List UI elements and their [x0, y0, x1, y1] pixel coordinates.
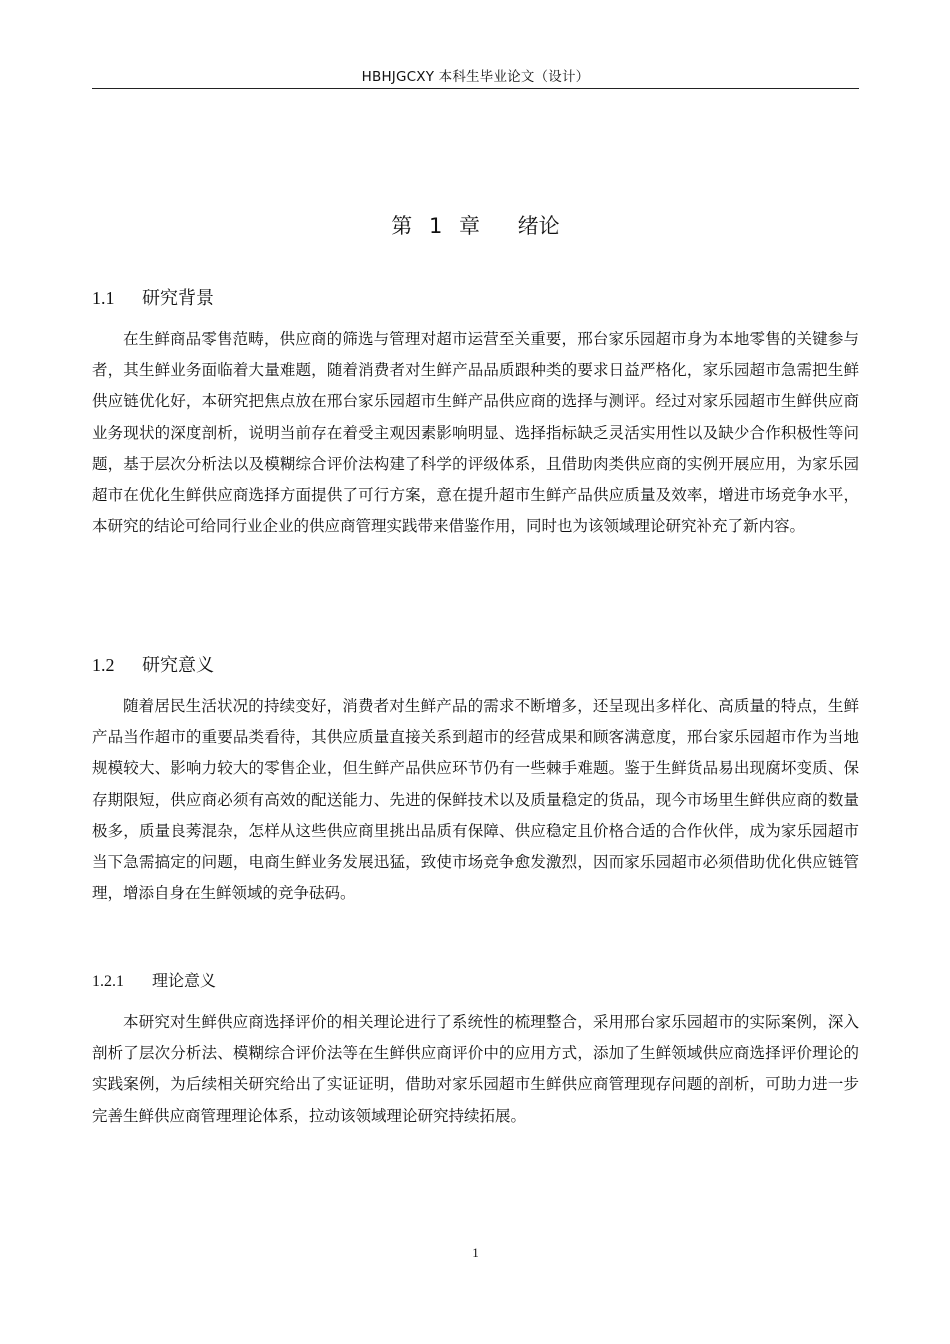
paragraph-theoretical: 本研究对生鲜供应商选择评价的相关理论进行了系统性的梳理整合，采用邢台家乐园超市的实际案例，深入剖析了层次分析法、模糊综合评价法等在生鲜供应商评价中的应用方式，添加了生鲜领域供应商选择评价理论的实践案例，为后续相关研究给出了实证证明，借助对家乐园超市生鲜供应商管理现存问题的剖析，可助力进一步完善生鲜供应商管理理论体系，拉动该领域理论研究持续拓展。: [92, 1013, 859, 1125]
section-number: 1.1: [92, 288, 115, 308]
subsection-title: 理论意义: [152, 971, 217, 990]
section-number: 1.2: [92, 655, 115, 675]
section-heading-significance: [92, 651, 214, 680]
page-number: 1: [472, 1245, 479, 1260]
chapter-title: 第 1 章 绪论: [391, 214, 560, 238]
paragraph-background: 在生鲜商品零售范畴，供应商的筛选与管理对超市运营至关重要，邢台家乐园超市身为本地零售的关键参与者，其生鲜业务面临着大量难题，随着消费者对生鲜产品品质跟种类的要求日益严格化，家乐园超市急需把生鲜供应链优化好，本研究把焦点放在邢台家乐园超市生鲜产品供应商的选择与测评。经过对家乐园超市生鲜供应商业务现状的深度剖析，说明当前存在着受主观因素影响明显、选择指标缺乏灵活实用性以及缺少合作积极性等问题，基于层次分析法以及模糊综合评价法构建了科学的评级体系，且借助肉类供应商的实例开展应用，为家乐园超市在优化生鲜供应商选择方面提供了可行方案，意在提升超市生鲜产品供应质量及效率，增进市场竞争水平，本研究的结论可给同行业企业的供应商管理实践带来借鉴作用，同时也为该领域理论研究补充了新内容。: [92, 330, 859, 536]
section-title: 研究背景: [142, 288, 214, 309]
paragraph-significance: 随着居民生活状况的持续变好，消费者对生鲜产品的需求不断增多，还呈现出多样化、高质量的特点，生鲜产品当作超市的重要品类看待，其供应质量直接关系到超市的经营成果和顾客满意度，邢台家乐园超市作为当地规模较大、影响力较大的零售企业，但生鲜产品供应环节仍有一些棘手难题。鉴于生鲜货品易出现腐坏变质、保存期限短，供应商必须有高效的配送能力、先进的保鲜技术以及质量稳定的货品，现今市场里生鲜供应商的数量极多，质量良莠混杂，怎样从这些供应商里挑出品质有保障、供应稳定且价格合适的合作伙伴，成为家乐园超市当下急需搞定的问题，电商生鲜业务发展迅猛，致使市场竞争愈发激烈，因而家乐园超市必须借助优化供应链管理，增添自身在生鲜领域的竞争砝码。: [92, 697, 859, 903]
subsection-heading-theoretical: [92, 968, 216, 995]
section-title: 研究意义: [142, 655, 214, 676]
subsection-number: 1.2.1: [92, 973, 124, 990]
page-header: [92, 66, 859, 89]
section-heading-background: [92, 284, 214, 313]
header-title: HBHJGCXY 本科生毕业论文（设计）: [361, 69, 590, 85]
